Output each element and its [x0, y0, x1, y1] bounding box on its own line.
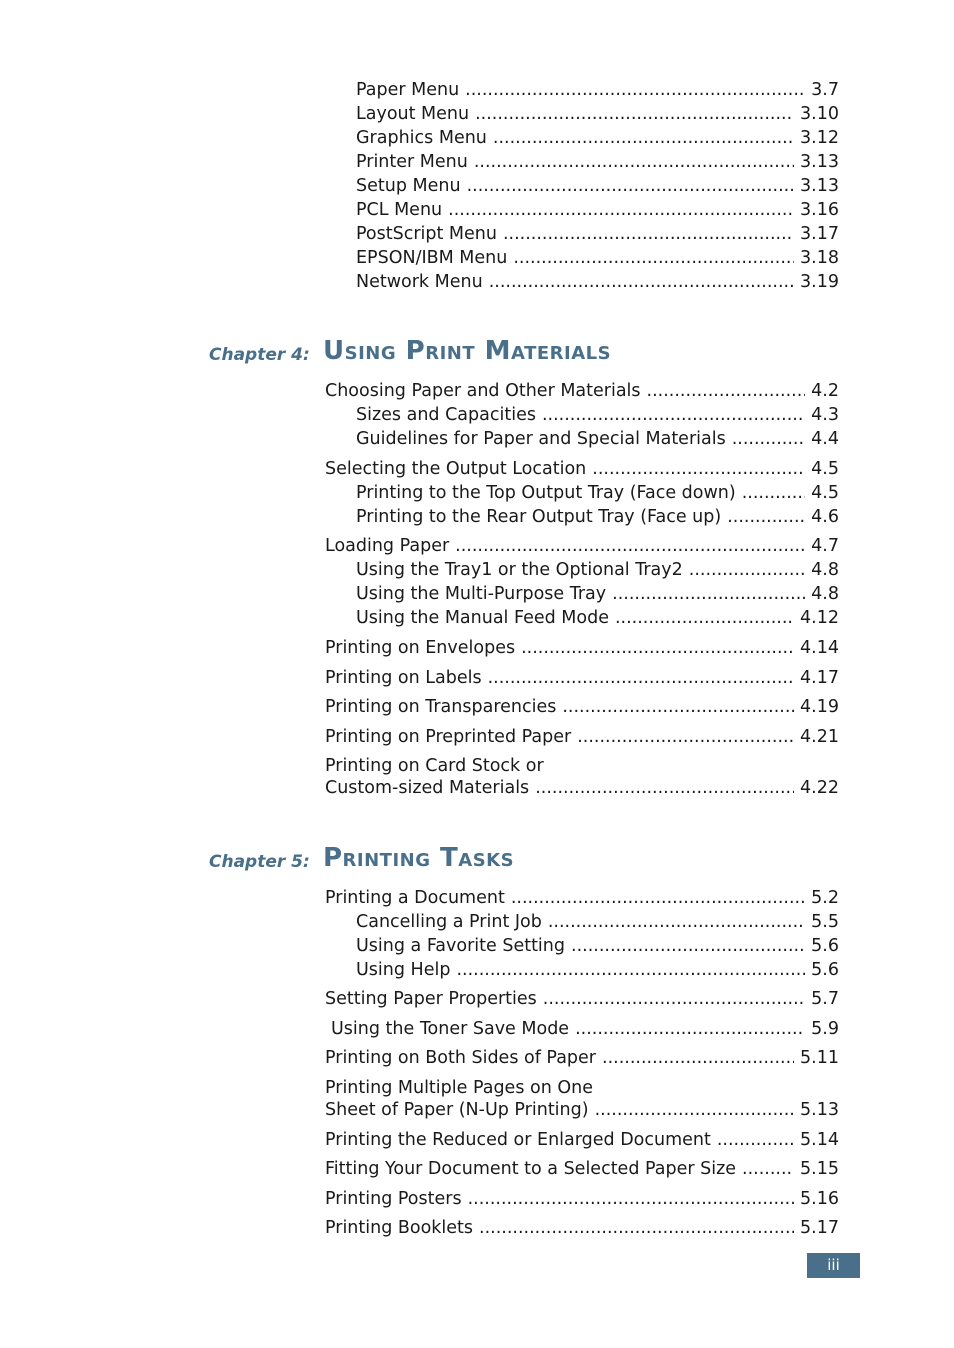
toc-entry-title: Printer Menu	[356, 152, 468, 172]
toc-entry-page: 5.7	[811, 989, 839, 1009]
toc-entry	[356, 506, 839, 528]
toc-entry-title: Using the Toner Save Mode	[331, 1019, 570, 1039]
chapter-4-label: Chapter 4:	[209, 345, 310, 365]
toc-entry-page: 3.18	[800, 248, 839, 268]
toc-entry-title: PCL Menu	[356, 200, 443, 220]
toc-entry	[356, 959, 839, 981]
toc-entry-prefix: Printing Multiple Pages on One	[325, 1078, 593, 1098]
toc-entry	[356, 911, 839, 933]
toc-entry-page: 5.6	[811, 960, 839, 980]
toc-entry-page: 4.5	[811, 459, 839, 479]
toc-entry	[325, 1129, 839, 1151]
page-number-badge: iii	[807, 1253, 860, 1278]
toc-entry-title: Using the Tray1 or the Optional Tray2	[356, 560, 683, 580]
toc-entry-title: Cancelling a Print Job	[356, 912, 542, 932]
toc-entry-title: Using the Multi-Purpose Tray	[356, 584, 607, 604]
toc-entry	[356, 151, 839, 173]
toc-entry	[356, 935, 839, 957]
toc-entry	[325, 458, 839, 480]
toc-entry-page: 4.8	[811, 560, 839, 580]
toc-entry	[356, 247, 839, 269]
toc-entry-title: Printing on Envelopes	[325, 638, 516, 658]
toc-entry-title: Using the Manual Feed Mode	[356, 608, 609, 628]
toc-entry	[325, 726, 839, 748]
toc-entry-title: Printing the Reduced or Enlarged Document	[325, 1130, 711, 1150]
toc-entry-title: Printing to the Top Output Tray (Face down)	[356, 483, 736, 503]
toc-entry-title: Guidelines for Paper and Special Materials	[356, 429, 726, 449]
toc-entry-page: 4.4	[811, 429, 839, 449]
toc-entry-title: Choosing Paper and Other Materials	[325, 381, 641, 401]
toc-entry-title: Printing on Both Sides of Paper	[325, 1048, 596, 1068]
toc-entry-page: 4.21	[800, 727, 839, 747]
toc-entry	[325, 777, 839, 799]
toc-entry	[325, 667, 839, 689]
toc-entry-page: 3.16	[800, 200, 839, 220]
toc-entry	[356, 223, 839, 245]
toc-entry	[356, 583, 839, 605]
toc-entry-title: Custom-sized Materials	[325, 778, 530, 798]
toc-entry-page: 5.17	[800, 1218, 839, 1238]
toc-entry-title: Printing to the Rear Output Tray (Face up)	[356, 507, 722, 527]
toc-entry-prefix: Printing on Card Stock or	[325, 756, 544, 776]
toc-entry-page: 4.22	[800, 778, 839, 798]
toc-entry-title: Printing on Transparencies	[325, 697, 557, 717]
toc-entry-page: 4.6	[811, 507, 839, 527]
toc-entry-title: Printing on Preprinted Paper	[325, 727, 572, 747]
toc-entry-title: Sizes and Capacities	[356, 405, 536, 425]
toc-entry-page: 3.13	[800, 176, 839, 196]
toc-entry-title: Network Menu	[356, 272, 483, 292]
toc-entry-page: 3.17	[800, 224, 839, 244]
toc-entry-page: 5.15	[800, 1159, 839, 1179]
toc-entry-page: 3.13	[800, 152, 839, 172]
toc-entry-page: 3.7	[811, 80, 839, 100]
toc-entry	[325, 1217, 839, 1239]
toc-entry-title: Selecting the Output Location	[325, 459, 587, 479]
toc-entry	[356, 271, 839, 293]
toc-entry	[325, 887, 839, 909]
toc-entry-title: Setting Paper Properties	[325, 989, 537, 1009]
toc-entry-title: Printing a Document	[325, 888, 505, 908]
toc-entry-page: 4.2	[811, 381, 839, 401]
toc-entry-title: Sheet of Paper (N-Up Printing)	[325, 1100, 589, 1120]
toc-entry-page: 5.9	[811, 1019, 839, 1039]
toc-entry-page: 5.14	[800, 1130, 839, 1150]
toc-entry-page: 5.11	[800, 1048, 839, 1068]
toc-entry-page: 3.19	[800, 272, 839, 292]
toc-entry-page: 4.12	[800, 608, 839, 628]
toc-entry	[325, 637, 839, 659]
toc-entry	[356, 428, 839, 450]
toc-entry-page: 4.8	[811, 584, 839, 604]
toc-entry	[356, 482, 839, 504]
toc-entry-page: 4.5	[811, 483, 839, 503]
toc-entry-page: 5.16	[800, 1189, 839, 1209]
toc-entry-title: Loading Paper	[325, 536, 450, 556]
toc-entry-title: Graphics Menu	[356, 128, 487, 148]
toc-entry-page: 5.5	[811, 912, 839, 932]
toc-entry	[356, 103, 839, 125]
toc-entry	[325, 535, 839, 557]
chapter-5-label: Chapter 5:	[209, 852, 310, 872]
toc-entry-title: Paper Menu	[356, 80, 460, 100]
chapter-4-title: Using Print Materials	[323, 336, 612, 366]
toc-entry-page: 5.13	[800, 1100, 839, 1120]
toc-entry	[325, 696, 839, 718]
toc-entry-page: 5.6	[811, 936, 839, 956]
toc-entry	[356, 607, 839, 629]
toc-entry	[325, 1158, 839, 1180]
toc-entry-page: 4.17	[800, 668, 839, 688]
toc-entry-title: EPSON/IBM Menu	[356, 248, 508, 268]
chapter-5-title: Printing Tasks	[323, 843, 515, 873]
toc-entry-page: 3.10	[800, 104, 839, 124]
toc-entry	[325, 1047, 839, 1069]
toc-entry-page: 4.7	[811, 536, 839, 556]
toc-entry	[356, 199, 839, 221]
toc-entry	[331, 1018, 839, 1040]
toc-entry-title: Setup Menu	[356, 176, 461, 196]
toc-entry-title: Printing Booklets	[325, 1218, 474, 1238]
toc-entry-title: Using a Favorite Setting	[356, 936, 565, 956]
toc-entry-title: PostScript Menu	[356, 224, 497, 244]
toc-entry	[325, 988, 839, 1010]
toc-entry-page: 4.19	[800, 697, 839, 717]
toc-entry	[356, 79, 839, 101]
toc-entry	[325, 1099, 839, 1121]
toc-entry-title: Layout Menu	[356, 104, 470, 124]
toc-entry-title: Using Help	[356, 960, 451, 980]
toc-entry-page: 4.14	[800, 638, 839, 658]
toc-entry-title: Printing on Labels	[325, 668, 482, 688]
toc-entry-page: 5.2	[811, 888, 839, 908]
toc-entry	[356, 175, 839, 197]
toc-entry	[325, 1188, 839, 1210]
toc-entry	[356, 404, 839, 426]
toc-entry-title: Fitting Your Document to a Selected Paper Size	[325, 1159, 737, 1179]
toc-entry-page: 3.12	[800, 128, 839, 148]
toc-entry	[325, 380, 839, 402]
toc-entry	[356, 559, 839, 581]
toc-entry	[356, 127, 839, 149]
toc-entry-title: Printing Posters	[325, 1189, 462, 1209]
toc-entry-page: 4.3	[811, 405, 839, 425]
